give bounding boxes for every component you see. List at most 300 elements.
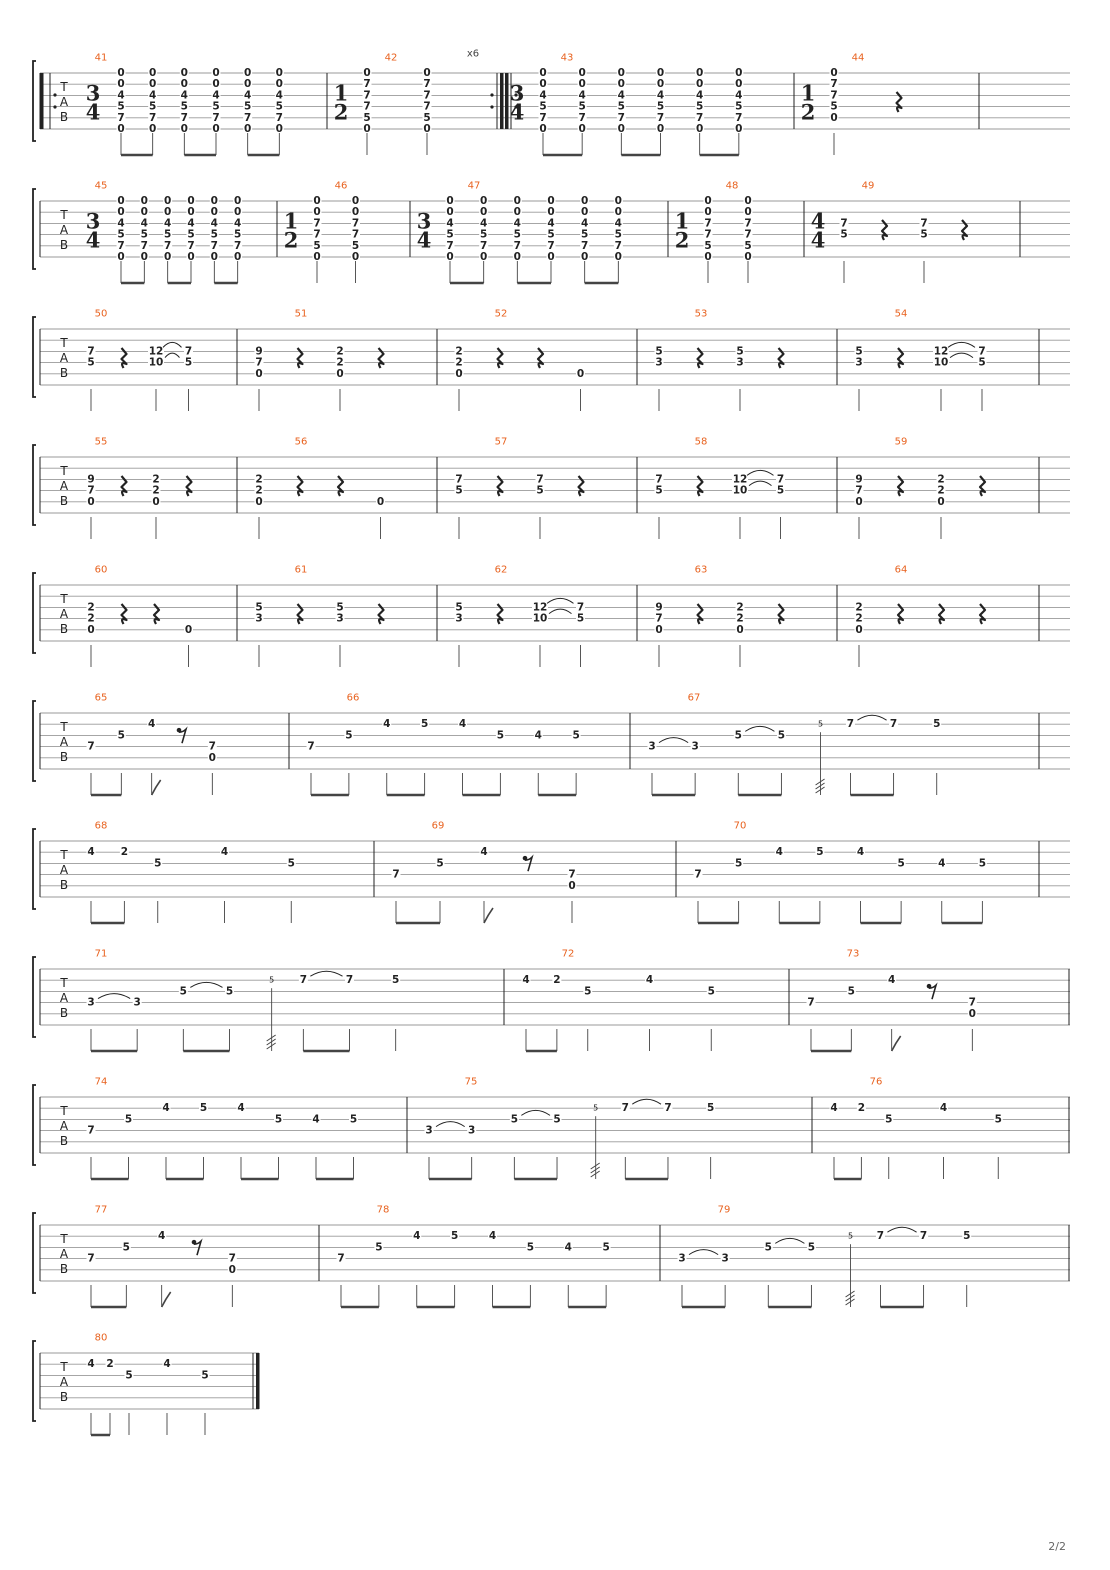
system-bracket: [33, 445, 36, 525]
fret-number: 0: [180, 123, 188, 135]
fret-number: 3: [678, 1252, 686, 1265]
measure-number: 72: [561, 948, 575, 960]
fret-number: 5: [125, 1369, 133, 1382]
measure-61: [255, 565, 438, 668]
fret-number: 0: [513, 206, 521, 219]
fret-number: 0: [513, 251, 521, 263]
fret-number: 0: [513, 195, 521, 207]
measure-number: 80: [94, 1332, 108, 1344]
repeat-dot: [490, 105, 493, 108]
grace-note-fret: 5: [818, 719, 824, 729]
fret-number: 4: [534, 729, 542, 742]
grace-note-fret: 5: [848, 1231, 854, 1241]
fret-number: 4: [539, 89, 547, 102]
fret-number: 7: [392, 868, 400, 881]
fret-number: 7: [140, 239, 148, 252]
grace-note-fret: 5: [269, 975, 275, 985]
fret-number: 7: [776, 473, 785, 486]
fret-number: 3: [736, 356, 744, 369]
measure-79: [678, 1205, 1070, 1308]
fret-number: 5: [420, 718, 429, 731]
fret-number: 0: [363, 67, 371, 79]
system-2: [33, 181, 1070, 284]
fret-number: 5: [736, 345, 744, 358]
measure-number: 70: [733, 820, 747, 832]
fret-number: 0: [140, 195, 148, 207]
tie: [549, 609, 572, 614]
fret-number: 4: [117, 217, 125, 230]
measure-number: 69: [431, 820, 445, 832]
fret-number: 7: [255, 356, 263, 369]
fret-number: 10: [732, 484, 748, 497]
time-signature-bottom: 4: [509, 99, 525, 125]
time-signature-bottom: 4: [85, 227, 101, 253]
fret-number: 3: [855, 356, 863, 369]
fret-number: 0: [617, 78, 625, 91]
fret-number: 0: [149, 78, 157, 91]
fret-number: 4: [888, 974, 896, 987]
measure-76: [830, 1077, 1070, 1180]
fret-number: 7: [117, 239, 125, 252]
measure-65: [87, 693, 290, 796]
fret-number: 4: [775, 846, 783, 859]
measure-number: 52: [494, 308, 508, 320]
tab-clef-letter-a: A: [59, 735, 69, 749]
fret-number: 4: [117, 89, 125, 102]
fret-number: 0: [212, 67, 220, 79]
fret-number: 0: [180, 67, 188, 79]
fret-number: 5: [87, 356, 95, 369]
fret-number: 5: [446, 228, 454, 241]
fret-number: 0: [244, 67, 252, 79]
measure-58: [655, 437, 838, 540]
fret-number: 7: [423, 78, 431, 91]
fret-number: 4: [87, 846, 95, 859]
fret-number: 5: [994, 1113, 1002, 1126]
fret-number: 5: [777, 729, 786, 742]
fret-number: 7: [735, 111, 743, 124]
fret-number: 7: [807, 996, 815, 1009]
eighth-flag: [162, 1292, 171, 1307]
fret-number: 0: [480, 206, 488, 219]
fret-number: 5: [274, 1113, 283, 1126]
fret-number: 7: [164, 239, 172, 252]
fret-number: 4: [220, 846, 229, 859]
tie: [547, 598, 574, 603]
fret-number: 4: [735, 89, 743, 102]
fret-number: 7: [830, 78, 838, 91]
measure-78: [337, 1205, 661, 1308]
fret-number: 5: [744, 239, 752, 252]
fret-number: 0: [187, 206, 195, 219]
fret-number: 3: [655, 356, 663, 369]
fret-number: 5: [776, 484, 785, 497]
measure-60: [87, 565, 238, 668]
fret-number: 5: [149, 100, 157, 113]
tie: [659, 738, 688, 743]
fret-number: 5: [234, 228, 242, 241]
fret-number: 7: [313, 217, 321, 230]
fret-number: 0: [187, 251, 195, 263]
fret-number: 2: [855, 601, 863, 614]
fret-number: 0: [547, 206, 555, 219]
fret-number: 4: [614, 217, 622, 230]
time-signature-bottom: 2: [800, 99, 816, 125]
measure-50: [87, 309, 238, 412]
fret-number: 0: [617, 123, 625, 135]
fret-number: 0: [578, 67, 586, 79]
fret-number: 0: [313, 195, 321, 207]
fret-number: 2: [152, 473, 160, 486]
fret-number: 4: [163, 1358, 171, 1371]
final-barline-thick: [256, 1353, 260, 1409]
fret-number: 5: [734, 729, 742, 742]
fret-number: 7: [576, 601, 585, 614]
fret-number: 0: [351, 195, 360, 207]
fret-number: 0: [581, 195, 589, 207]
fret-number: 7: [614, 239, 622, 252]
fret-number: 0: [149, 123, 157, 135]
fret-number: 5: [117, 100, 125, 113]
fret-number: 5: [496, 729, 505, 742]
measure-number: 46: [334, 180, 348, 192]
measure-48: [675, 181, 804, 284]
tab-clef-letter-b: B: [59, 366, 69, 380]
measure-66: [307, 693, 631, 796]
measure-51: [255, 309, 438, 412]
fret-number: 0: [208, 751, 216, 764]
fret-number: 5: [480, 228, 488, 241]
tab-clef-letter-a: A: [59, 95, 69, 109]
fret-number: 7: [581, 239, 589, 252]
time-signature-bottom: 4: [85, 99, 101, 125]
fret-number: 9: [655, 601, 663, 614]
fret-number: 4: [149, 89, 157, 102]
system-7: [33, 821, 1070, 924]
fret-number: 5: [455, 484, 463, 497]
fret-number: 0: [455, 367, 463, 380]
fret-number: 5: [855, 345, 863, 358]
repeat-dot: [490, 93, 493, 96]
fret-number: 0: [539, 123, 547, 135]
fret-number: 0: [735, 123, 743, 135]
fret-number: 5: [655, 345, 663, 358]
fret-number: 5: [210, 228, 218, 241]
time-signature-top: 3: [85, 208, 101, 234]
fret-number: 5: [734, 857, 743, 870]
fret-number: 7: [345, 974, 354, 987]
measure-54: [855, 309, 1040, 412]
fret-number: 7: [363, 78, 371, 91]
fret-number: 5: [816, 846, 824, 859]
measure-number: 79: [717, 1204, 731, 1216]
tab-clef-letter-a: A: [59, 1375, 69, 1389]
fret-number: 5: [392, 974, 400, 987]
fret-number: 5: [581, 228, 589, 241]
fret-number: 0: [578, 78, 586, 91]
measure-number: 44: [851, 52, 865, 64]
tab-clef-letter-b: B: [59, 494, 69, 508]
fret-number: 0: [539, 78, 547, 91]
fret-number: 4: [212, 89, 220, 102]
fret-number: 7: [212, 111, 220, 124]
fret-number: 5: [513, 228, 521, 241]
fret-number: 4: [522, 974, 530, 987]
fret-number: 7: [655, 473, 663, 486]
fret-number: 4: [234, 217, 242, 230]
fret-number: 7: [363, 89, 371, 102]
fret-number: 7: [87, 1124, 95, 1137]
fret-number: 4: [140, 217, 148, 230]
fret-number: 7: [313, 228, 321, 241]
fret-number: 7: [337, 1252, 345, 1265]
fret-number: 5: [225, 985, 234, 998]
fret-number: 2: [87, 601, 95, 614]
fret-number: 7: [187, 239, 195, 252]
measure-number: 43: [560, 52, 574, 64]
tie: [436, 1122, 465, 1127]
measure-number: 42: [384, 52, 398, 64]
repeat-start-thick: [505, 73, 509, 129]
fret-number: 4: [578, 89, 586, 102]
fret-number: 5: [287, 857, 295, 870]
fret-number: 0: [210, 206, 218, 219]
measure-59: [855, 437, 1040, 540]
fret-number: 7: [578, 111, 586, 124]
measure-47: [417, 181, 668, 284]
measure-42: [334, 49, 504, 156]
measure-70: [694, 821, 1040, 924]
measure-number: 63: [694, 564, 708, 576]
fret-number: 7: [617, 111, 625, 124]
fret-number: 7: [307, 740, 315, 753]
fret-number: 5: [349, 1113, 358, 1126]
fret-number: 5: [199, 1102, 208, 1115]
fret-number: 5: [963, 1230, 971, 1243]
fret-number: 5: [212, 100, 220, 113]
fret-number: 4: [187, 217, 195, 230]
fret-number: 0: [578, 123, 586, 135]
fret-number: 0: [140, 206, 148, 219]
fret-number: 5: [696, 100, 704, 113]
fret-number: 5: [450, 1230, 459, 1243]
fret-number: 5: [614, 228, 622, 241]
system-bracket: [33, 317, 36, 397]
fret-number: 4: [696, 89, 704, 102]
system-bracket: [33, 1085, 36, 1165]
fret-number: 0: [152, 495, 160, 508]
measure-number: 62: [494, 564, 508, 576]
fret-number: 7: [228, 1252, 236, 1265]
fret-number: 0: [212, 123, 220, 135]
system-bracket: [33, 573, 36, 653]
fret-number: 4: [480, 846, 488, 859]
tab-clef-letter-a: A: [59, 863, 69, 877]
repeat-end-thick: [500, 73, 504, 129]
fret-number: 7: [694, 868, 702, 881]
fret-number: 2: [255, 473, 263, 486]
fret-number: 3: [425, 1124, 433, 1137]
fret-number: 7: [423, 100, 431, 113]
fret-number: 0: [164, 195, 172, 207]
measure-number: 47: [467, 180, 481, 192]
fret-number: 4: [856, 846, 865, 859]
measure-52: [455, 309, 638, 412]
fret-number: 0: [968, 1007, 976, 1020]
fret-number: 4: [617, 89, 625, 102]
fret-number: 7: [363, 100, 371, 113]
measure-number: 65: [94, 692, 108, 704]
fret-number: 0: [234, 206, 242, 219]
fret-number: 7: [210, 239, 218, 252]
tab-clef-letter-a: A: [59, 1119, 69, 1133]
system-3: [33, 309, 1070, 412]
measure-55: [87, 437, 238, 540]
fret-number: 0: [184, 623, 193, 636]
fret-number: 0: [210, 251, 218, 263]
time-signature-bottom: 2: [674, 227, 690, 253]
fret-number: 7: [180, 111, 188, 124]
fret-number: 5: [656, 100, 665, 113]
fret-number: 5: [117, 729, 125, 742]
fret-number: 2: [336, 356, 344, 369]
fret-number: 5: [179, 985, 187, 998]
fret-number: 4: [158, 1230, 166, 1243]
measure-number: 55: [94, 436, 108, 448]
fret-number: 5: [807, 1241, 816, 1254]
fret-number: 5: [576, 612, 585, 625]
fret-number: 4: [275, 89, 283, 102]
eighth-flag: [152, 780, 161, 795]
fret-number: 5: [920, 228, 928, 241]
tab-clef-letter-t: T: [60, 720, 68, 734]
time-signature-bottom: 2: [283, 227, 299, 253]
fret-number: 7: [656, 111, 665, 124]
fret-number: 2: [937, 473, 945, 486]
tab-clef-letter-b: B: [59, 1390, 69, 1404]
fret-number: 4: [939, 1102, 948, 1115]
fret-number: 2: [87, 612, 95, 625]
fret-number: 7: [889, 718, 898, 731]
repeat-start-thick: [40, 73, 44, 129]
fret-number: 4: [458, 718, 467, 731]
measure-number: 58: [694, 436, 708, 448]
fret-number: 0: [255, 367, 263, 380]
measure-44: [801, 53, 979, 156]
fret-number: 0: [576, 367, 585, 380]
tie: [747, 470, 774, 475]
fret-number: 0: [255, 495, 263, 508]
fret-number: 5: [313, 239, 321, 252]
fret-number: 7: [480, 239, 488, 252]
tie: [190, 982, 222, 987]
fret-number: 5: [840, 228, 848, 241]
fret-number: 4: [830, 1102, 838, 1115]
tie: [163, 342, 182, 347]
fret-number: 0: [547, 251, 555, 263]
fret-number: 0: [704, 206, 712, 219]
fret-number: 0: [423, 123, 431, 135]
system-bracket: [33, 829, 36, 909]
measure-number: 75: [464, 1076, 478, 1088]
repeat-dot: [53, 93, 56, 96]
fret-number: 5: [578, 100, 586, 113]
fret-number: 0: [117, 67, 125, 79]
time-signature-top: 1: [674, 208, 690, 234]
measure-75: [425, 1077, 813, 1180]
fret-number: 4: [413, 1230, 421, 1243]
fret-number: 0: [117, 78, 125, 91]
fret-number: 2: [553, 974, 561, 987]
fret-number: 3: [133, 996, 141, 1009]
fret-number: 10: [532, 612, 548, 625]
system-bracket: [33, 1341, 36, 1421]
fret-number: 0: [275, 123, 283, 135]
fret-number: 7: [455, 473, 463, 486]
fret-number: 2: [455, 345, 463, 358]
fret-number: 2: [937, 484, 945, 497]
fret-number: 7: [840, 217, 848, 230]
fret-number: 5: [201, 1369, 209, 1382]
fret-number: 7: [920, 217, 928, 230]
fret-number: 5: [187, 228, 195, 241]
fret-number: 4: [581, 217, 589, 230]
fret-number: 7: [87, 740, 95, 753]
fret-number: 5: [539, 100, 547, 113]
fret-number: 3: [255, 612, 263, 625]
fret-number: 0: [140, 251, 148, 263]
tab-clef-letter-t: T: [60, 464, 68, 478]
measure-80: [87, 1333, 260, 1436]
fret-number: 0: [164, 251, 172, 263]
fret-number: 4: [564, 1241, 572, 1254]
fret-number: 0: [234, 195, 242, 207]
fret-number: 5: [933, 718, 941, 731]
fret-number: 2: [106, 1358, 114, 1371]
fret-number: 0: [164, 206, 172, 219]
fret-number: 7: [655, 612, 663, 625]
measure-number: 76: [869, 1076, 883, 1088]
fret-number: 4: [383, 718, 391, 731]
fret-number: 5: [735, 100, 743, 113]
fret-number: 0: [446, 206, 454, 219]
measure-72: [522, 949, 790, 1052]
fret-number: 0: [830, 67, 838, 79]
tie: [887, 1227, 916, 1232]
fret-number: 0: [275, 67, 283, 79]
fret-number: 2: [336, 345, 344, 358]
tab-clef-letter-t: T: [60, 1232, 68, 1246]
fret-number: 4: [938, 857, 946, 870]
tab-clef-letter-a: A: [59, 479, 69, 493]
tab-clef-letter-a: A: [59, 223, 69, 237]
tie: [950, 353, 973, 358]
fret-number: 0: [614, 206, 622, 219]
measure-41: [40, 53, 327, 156]
fret-number: 2: [857, 1102, 866, 1115]
tab-clef-letter-b: B: [59, 1006, 69, 1020]
fret-number: 0: [744, 195, 752, 207]
fret-number: 0: [423, 67, 431, 79]
fret-number: 5: [375, 1241, 383, 1254]
fret-number: 7: [696, 111, 704, 124]
tab-clef-letter-b: B: [59, 238, 69, 252]
measure-68: [87, 821, 375, 924]
fret-number: 0: [87, 495, 95, 508]
fret-number: 5: [553, 1113, 561, 1126]
fret-number: 5: [847, 985, 855, 998]
fret-number: 7: [968, 996, 976, 1009]
